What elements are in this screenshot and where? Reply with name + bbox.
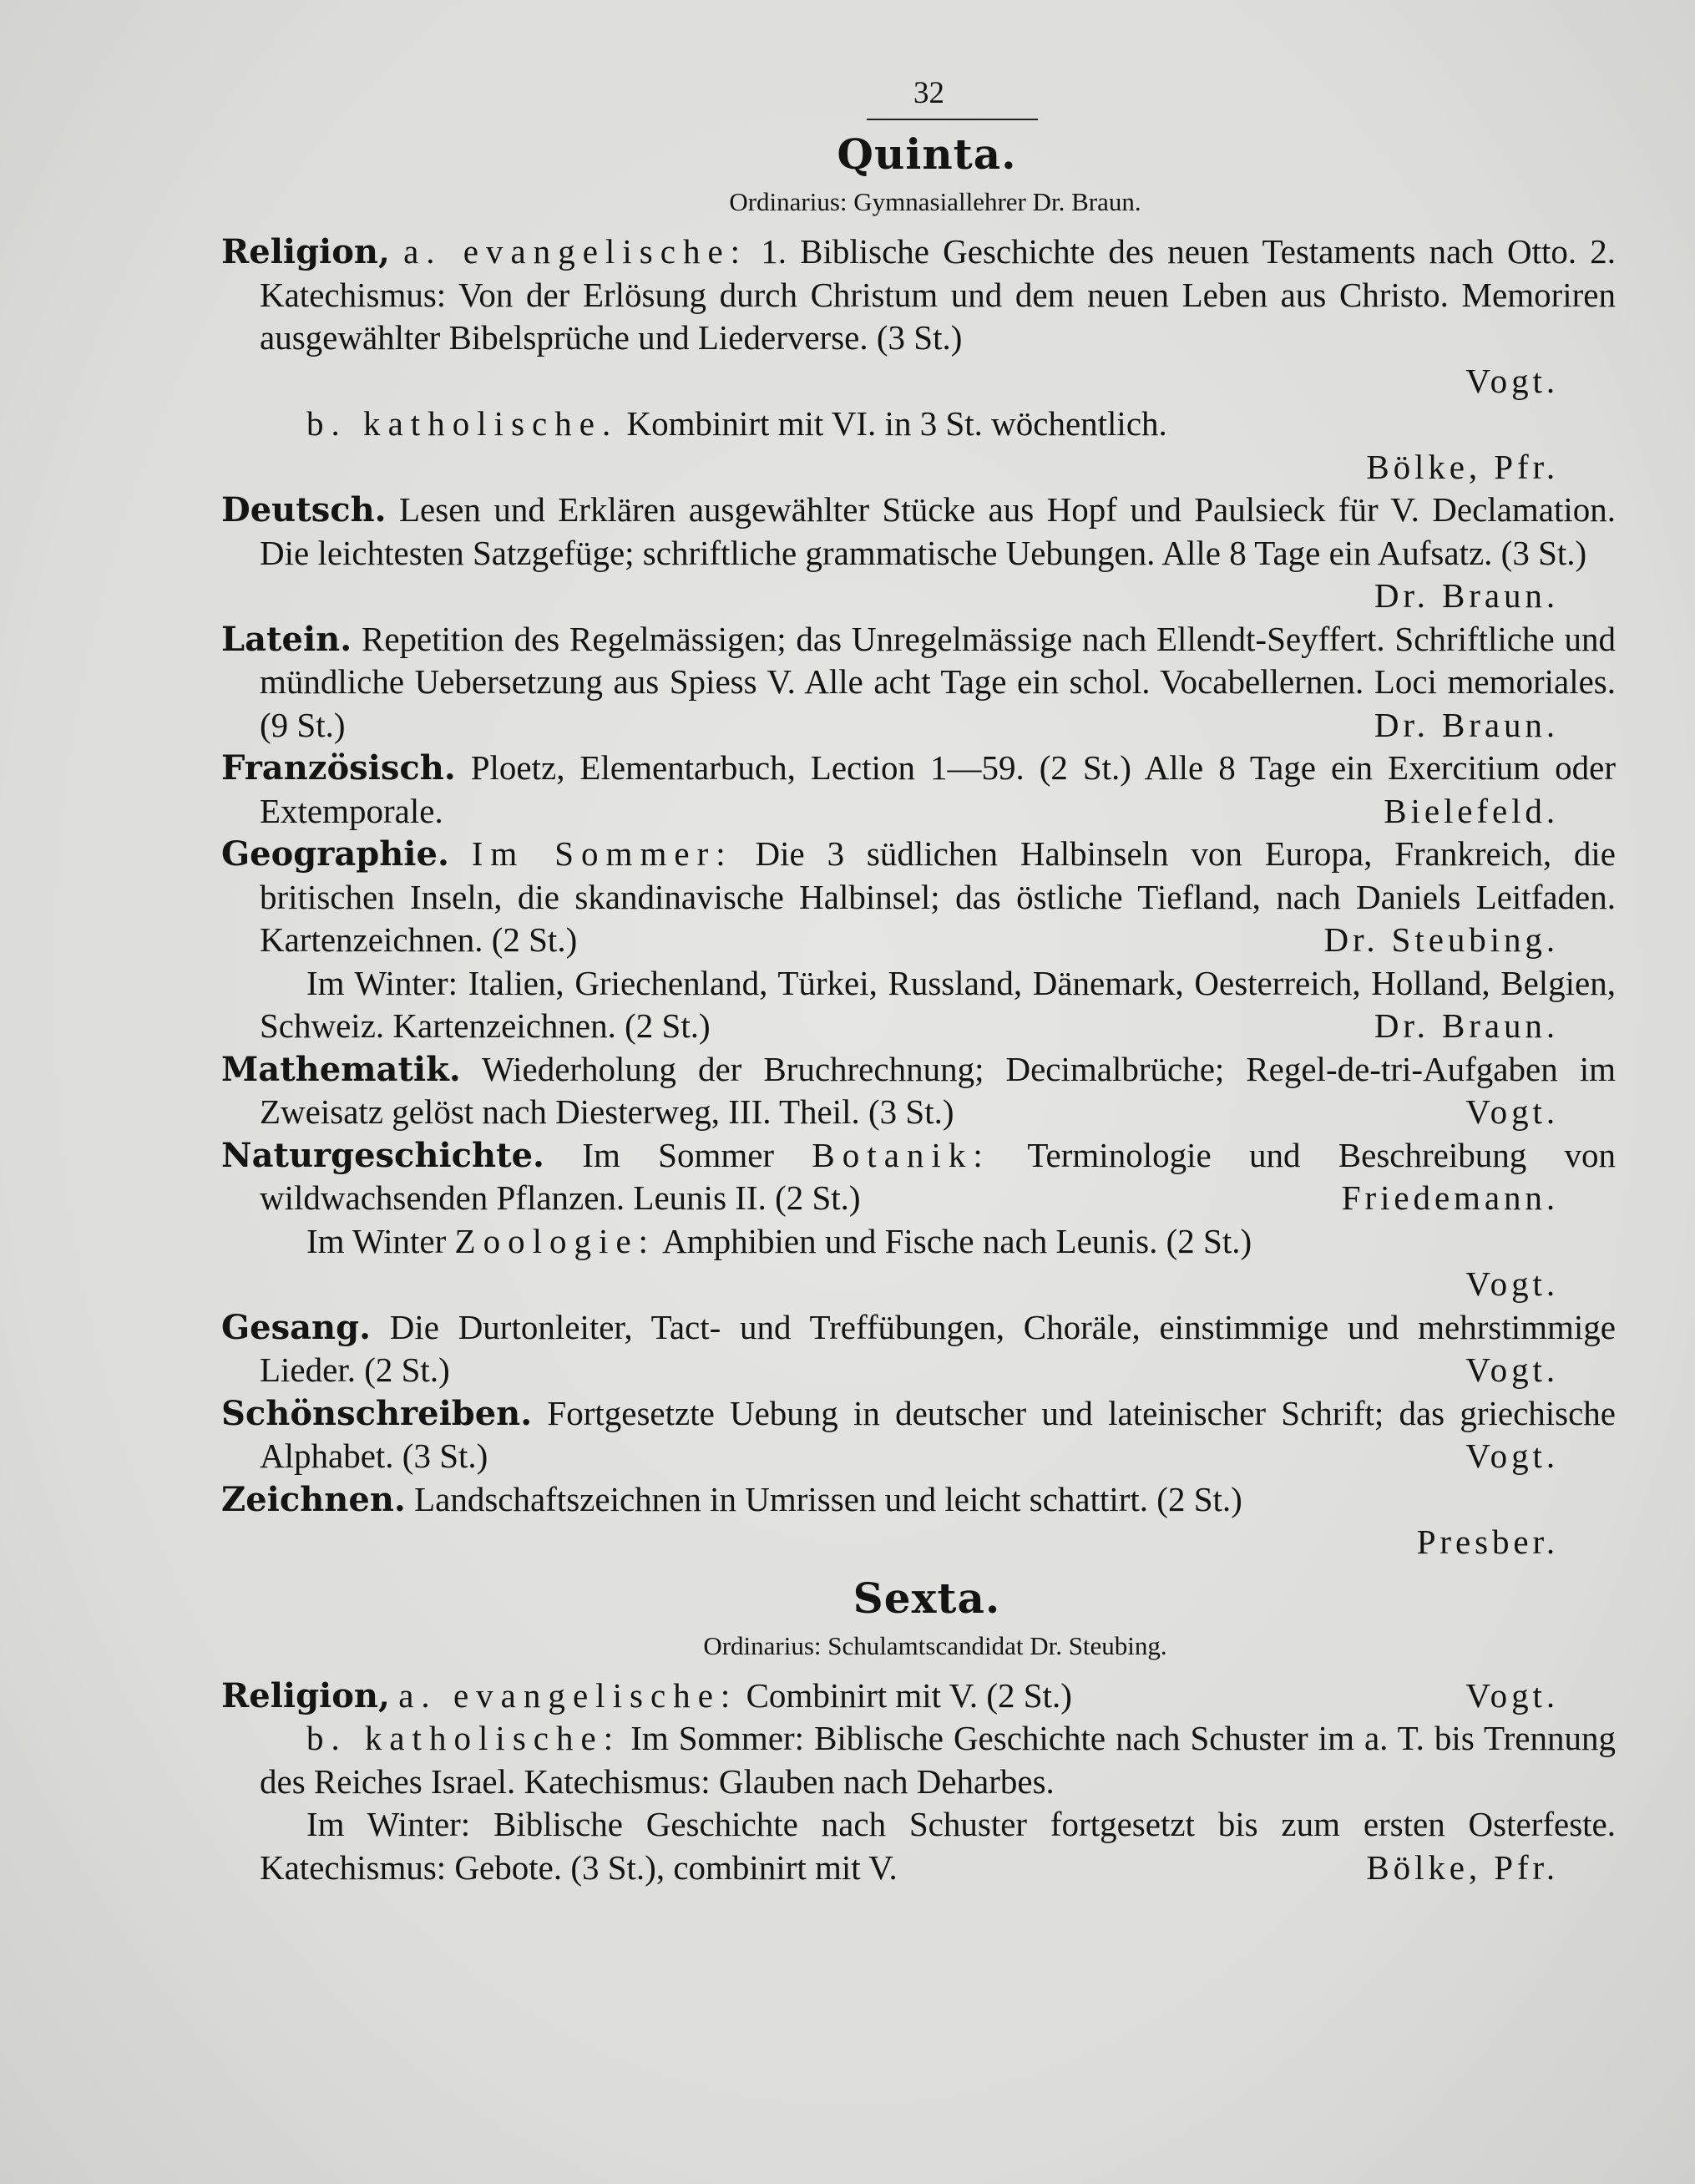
entry-deutsch: [221, 489, 1616, 618]
entry-naturgeschichte: [221, 1134, 1616, 1306]
page-number-rule: [867, 119, 1038, 120]
topic-label: Zoologie:: [454, 1221, 656, 1260]
ordinarius-name: Gymnasiallehrer Dr. Braun.: [853, 187, 1141, 216]
ordinarius-sexta: [255, 1628, 1616, 1665]
teacher-name: Dr. Braun.: [1374, 1006, 1559, 1045]
religion-part-b-text: Kombinirt mit VI. in 3 St. wöchentlich.: [626, 404, 1167, 443]
religion-part-a: [221, 231, 1616, 360]
entry-religion-sexta: [221, 1675, 1616, 1890]
teacher-name: Dr. Steubing.: [1323, 920, 1559, 959]
page-content: [221, 68, 1616, 1889]
entry-description: Wiederholung der Bruchrechnung; Decimalbrüche; Regel-de-tri-Aufgaben im Zweisatz gelöst nach Diesterweg, III. Theil. (3 St.): [260, 1049, 1616, 1131]
ordinarius-label: Ordinarius:: [703, 1630, 822, 1660]
teacher-name: Vogt.: [1465, 1675, 1559, 1715]
religion-part-a-text: Combinirt mit V. (2 St.): [746, 1675, 1072, 1715]
religion-part-b-text: Im Sommer: Biblische Geschichte nach Schuster im a. T. bis Trennung des Reiches Israel. Katechismus: Glauben nach Deharbes.: [260, 1719, 1617, 1801]
section-title-quinta: Quinta.: [837, 129, 1017, 179]
page-number: 32: [913, 76, 944, 110]
teacher-name: Vogt.: [1465, 1092, 1559, 1131]
religion-part-a-text: 1. Biblische Geschichte des neuen Testaments nach Otto. 2. Katechismus: Von der Erlösung durch Christum und dem neuen Leben aus Christo. Memoriren ausgewählter Bibelsprüche und Liederverse. (3 St.): [260, 232, 1617, 357]
entry-text: [221, 833, 1616, 962]
entry-text: [221, 962, 1616, 1048]
entry-religion-quinta: [221, 231, 1616, 489]
entry-text: [221, 1478, 1616, 1522]
topic-label: Botanik:: [812, 1135, 990, 1174]
subject-heading: Französisch.: [221, 748, 456, 788]
subject-heading: Geographie.: [221, 834, 449, 874]
entry-description: Repetition des Regelmässigen; das Unregelmässige nach Ellendt-Seyffert. Schriftliche und mündliche Uebersetzung aus Spiess V. Alle acht Tage ein schol. Vocabellernen. Loci memoriales. (9 St.): [260, 619, 1616, 744]
teacher-name: Vogt.: [1465, 1264, 1559, 1303]
teacher-name: Vogt.: [1465, 361, 1559, 400]
subject-heading: Deutsch.: [221, 490, 387, 530]
entry-schoenschreiben: [221, 1392, 1616, 1478]
subject-heading: Naturgeschichte.: [221, 1135, 544, 1175]
subject-heading: Zeichnen.: [221, 1479, 406, 1519]
religion-part-b-label: b. katholische:: [306, 1719, 621, 1757]
entry-text: [221, 747, 1616, 833]
season-label: Im Winter:: [306, 963, 458, 1002]
entry-zeichnen: [221, 1478, 1616, 1564]
entry-text: [221, 1048, 1616, 1134]
entry-mathematik: [221, 1048, 1616, 1134]
entry-description: Amphibien und Fische nach Leunis. (2 St.): [662, 1221, 1252, 1260]
religion-part-b: [221, 1717, 1616, 1803]
subject-heading: Religion,: [221, 232, 390, 271]
entry-text: [221, 1306, 1616, 1392]
season-label: Im Sommer:: [471, 834, 733, 873]
entry-description: Italien, Griechenland, Türkei, Russland, Dänemark, Oesterreich, Holland, Belgien, Schweiz. Kartenzeichnen. (2 St.): [260, 963, 1617, 1045]
entry-gesang: [221, 1306, 1616, 1392]
religion-part-b-label: b. katholische.: [306, 404, 619, 443]
entry-text: [221, 1220, 1616, 1264]
entry-text: [221, 618, 1616, 747]
teacher-name: Vogt.: [1465, 1437, 1559, 1475]
entry-text: [221, 489, 1617, 615]
subject-heading: Gesang.: [221, 1307, 372, 1347]
subject-heading: Religion,: [221, 1675, 390, 1715]
entry-geographie: [221, 833, 1616, 1048]
religion-part-a-label: a. evangelische:: [398, 1675, 738, 1715]
entry-description: Die Durtonleiter, Tact- und Treffübungen, Choräle, einstimmige und mehrstimmige Lieder. (2 St.): [260, 1307, 1617, 1389]
entry-description: Ploetz, Elementarbuch, Lection 1—59. (2 St.) Alle 8 Tage ein Exercitium oder Extemporale.: [260, 748, 1617, 830]
entry-latein: [221, 618, 1616, 747]
ordinarius-quinta: [255, 184, 1616, 220]
entry-description: Die 3 südlichen Halbinseln von Europa, Frankreich, die britischen Inseln, die skandinavische Halbinsel; das östliche Tiefland, nach Daniels Leitfaden. Kartenzeichnen. (2 St.): [260, 834, 1617, 959]
subject-heading: Schönschreiben.: [221, 1393, 533, 1433]
section-title-sexta: Sexta.: [853, 1573, 1001, 1623]
religion-part-b: [221, 403, 1616, 446]
religion-winter: [221, 1803, 1616, 1889]
teacher-name: Dr. Braun.: [1374, 576, 1559, 615]
teacher-name: Dr. Braun.: [1374, 705, 1559, 744]
subject-heading: Latein.: [221, 619, 352, 659]
entry-description: Landschaftszeichnen in Umrissen und leicht schattirt. (2 St.): [414, 1479, 1242, 1518]
entry-text: [221, 1134, 1616, 1220]
teacher-name: Bölke, Pfr.: [1366, 1847, 1559, 1887]
entry-text: [221, 1392, 1616, 1478]
entry-franzoesisch: [221, 747, 1616, 833]
entry-description: Terminologie und Beschreibung von wildwachsenden Pflanzen. Leunis II. (2 St.): [260, 1135, 1617, 1217]
religion-part-a: [221, 1675, 1616, 1718]
season-label: Im Sommer: [582, 1135, 775, 1174]
season-label: Im Winter: [306, 1221, 447, 1260]
religion-part-a-label: a. evangelische:: [403, 232, 748, 271]
entry-description: Lesen und Erklären ausgewählter Stücke aus Hopf und Paulsieck für V. Declamation. Die leichtesten Satzgefüge; schriftliche grammatische Uebungen. Alle 8 Tage ein Aufsatz. (3 St.): [260, 490, 1617, 572]
entry-description: Fortgesetzte Uebung in deutscher und lateinischer Schrift; das griechische Alphabet. (3 St.): [260, 1393, 1617, 1475]
religion-winter-text: Im Winter: Biblische Geschichte nach Schuster fortgesetzt bis zum ersten Osterfeste. Katechismus: Gebote. (3 St.), combinirt mit V.: [260, 1805, 1616, 1887]
teacher-name: Presber.: [1416, 1523, 1559, 1561]
teacher-name: Bölke, Pfr.: [1366, 447, 1559, 486]
subject-heading: Mathematik.: [221, 1049, 461, 1089]
ordinarius-label: Ordinarius:: [729, 187, 848, 216]
teacher-name: Friedemann.: [1341, 1178, 1559, 1217]
teacher-name: Vogt.: [1465, 1350, 1559, 1389]
ordinarius-name: Schulamtscandidat Dr. Steubing.: [827, 1630, 1167, 1660]
teacher-name: Bielefeld.: [1384, 791, 1559, 830]
